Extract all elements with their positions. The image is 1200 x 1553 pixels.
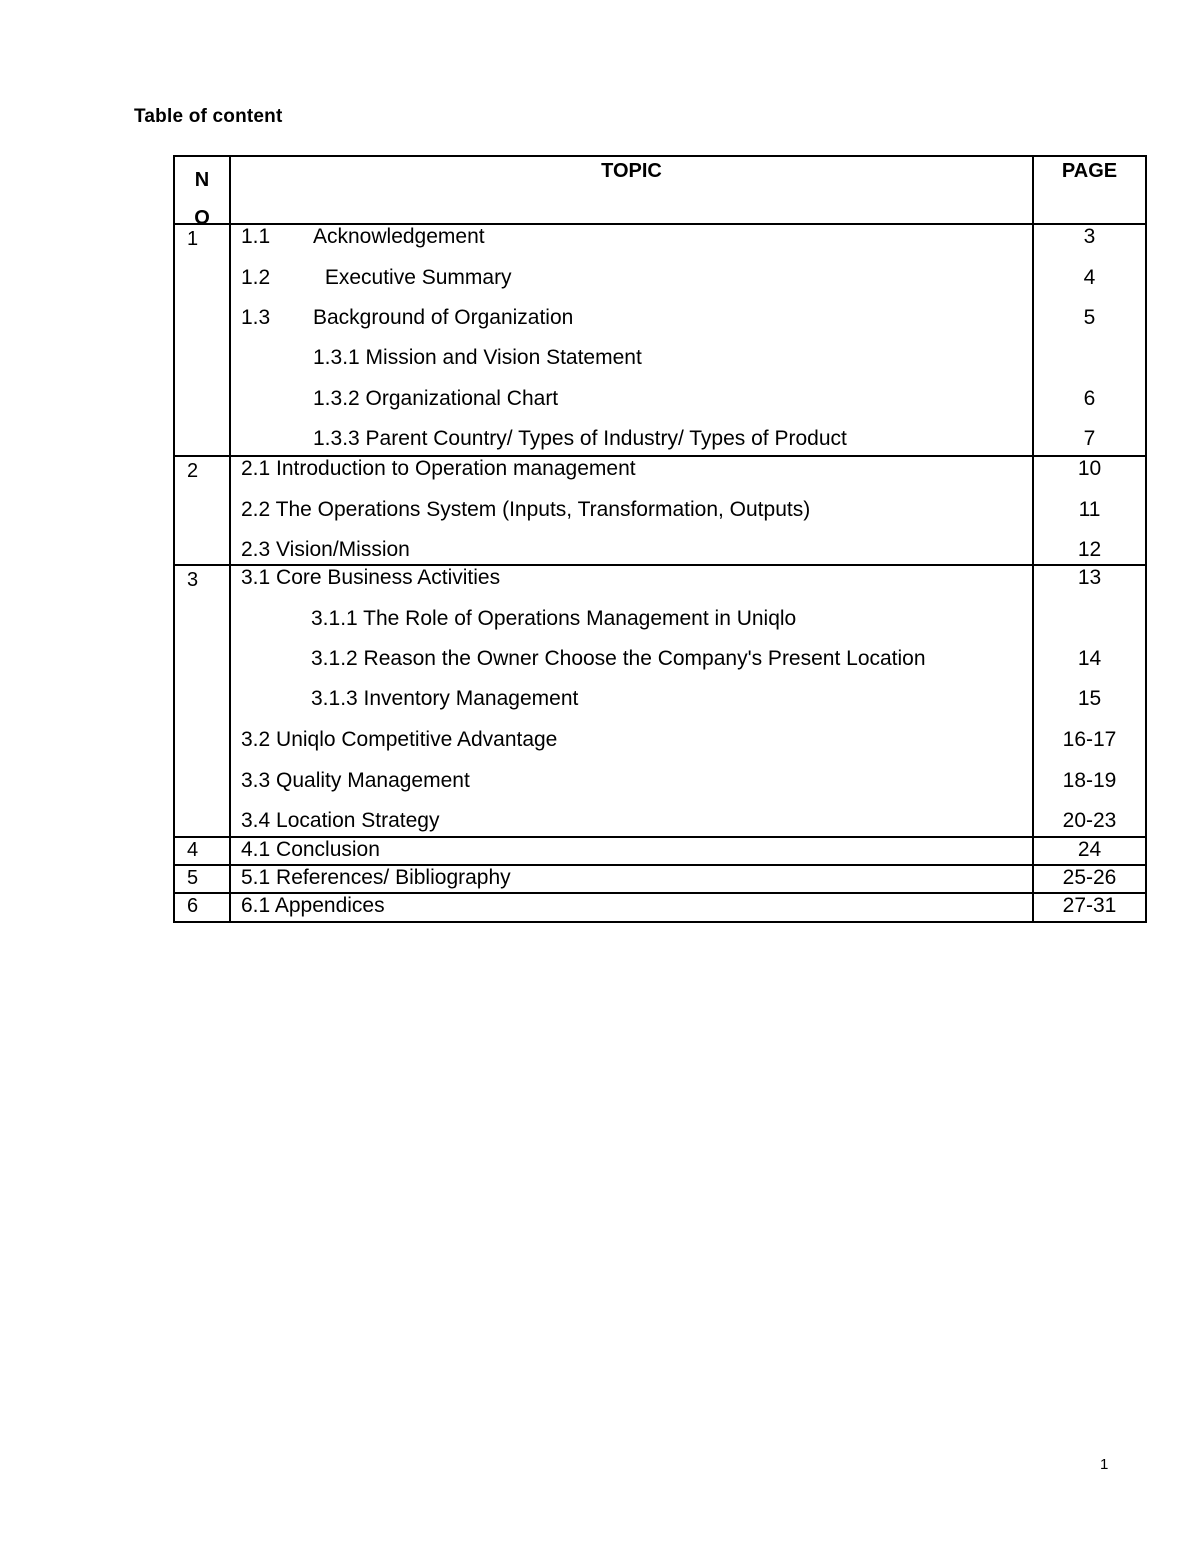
section-number: 1: [175, 225, 231, 455]
table-row: [231, 346, 1145, 387]
topic-text: Acknowledgement: [313, 225, 485, 248]
topic-cell: [231, 306, 1034, 346]
table-row: [231, 838, 1145, 864]
section-number: 3: [175, 566, 231, 836]
page-cell: 25-26: [1062, 866, 1117, 889]
header-page: PAGE: [1061, 160, 1118, 182]
topic-cell: 3.1.3 Inventory Management: [231, 687, 1034, 728]
section-number: 2: [175, 457, 231, 564]
topic-number: 1.3: [241, 306, 271, 330]
table-row: [231, 894, 1145, 921]
table-of-contents: [173, 155, 1147, 923]
topic-cell: 6.1 Appendices: [231, 894, 1034, 921]
page-cell: 7: [1083, 427, 1096, 451]
topic-cell: 1.3.2 Organizational Chart: [231, 387, 1034, 428]
topic-cell: 5.1 References/ Bibliography: [231, 866, 1034, 892]
topic-cell: 2.1 Introduction to Operation management: [231, 457, 1034, 498]
header-no-line2: O: [194, 207, 210, 229]
section-number: 5: [175, 866, 231, 892]
page-cell: 27-31: [1062, 894, 1117, 917]
table-row: [231, 769, 1145, 810]
topic-cell: [231, 225, 1034, 266]
topic-text: Background of Organization: [313, 306, 574, 330]
page-cell: 13: [1077, 566, 1102, 589]
topic-cell: 3.1 Core Business Activities: [231, 566, 1034, 607]
table-row: [231, 607, 1145, 648]
table-row: [231, 538, 1145, 564]
section-5: [175, 866, 1145, 894]
topic-number: 1.1: [241, 225, 271, 248]
table-header: [175, 157, 1145, 229]
page-cell: 20-23: [1062, 809, 1117, 833]
table-row: [231, 866, 1145, 892]
page-cell: 6: [1083, 386, 1096, 410]
page-cell: 11: [1078, 498, 1101, 521]
topic-cell: 2.3 Vision/Mission: [231, 538, 1034, 564]
page-title: Table of content: [134, 106, 283, 127]
page-cell: 14: [1077, 647, 1102, 671]
section-number: 6: [175, 894, 231, 921]
topic-cell: 3.2 Uniqlo Competitive Advantage: [231, 728, 1034, 769]
topic-cell: 3.1.1 The Role of Operations Management in Uniqlo: [231, 607, 1034, 648]
section-1: [175, 225, 1145, 457]
topic-cell: 3.3 Quality Management: [231, 769, 1034, 810]
table-row: [231, 427, 1145, 455]
topic-cell: 4.1 Conclusion: [231, 838, 1034, 864]
topic-cell: [231, 266, 1034, 307]
table-row: [231, 687, 1145, 728]
page-cell: 4: [1083, 265, 1096, 289]
page-cell: [1034, 346, 1145, 387]
topic-cell: 1.3.1 Mission and Vision Statement: [231, 346, 1034, 387]
page-cell: 12: [1077, 538, 1102, 561]
page-cell: 3: [1083, 225, 1096, 248]
page-cell: 5: [1083, 306, 1096, 330]
page-cell: 24: [1077, 838, 1102, 861]
table-row: [231, 566, 1145, 607]
section-2: [175, 457, 1145, 566]
topic-cell: 3.1.2 Reason the Owner Choose the Company's Present Location: [231, 647, 1034, 687]
section-4: [175, 838, 1145, 866]
table-row: [231, 728, 1145, 769]
topic-cell: 1.3.3 Parent Country/ Types of Industry/ Types of Product: [231, 427, 1034, 455]
topic-cell: 3.4 Location Strategy: [231, 809, 1034, 836]
table-row: [231, 457, 1145, 498]
page-cell: 15: [1077, 687, 1102, 711]
header-topic: TOPIC: [231, 157, 1034, 223]
table-row: [231, 266, 1145, 307]
table-row: [231, 498, 1145, 538]
page-cell: [1034, 607, 1145, 648]
header-no-line1: N: [194, 169, 210, 191]
section-6: [175, 894, 1145, 921]
topic-text: Executive Summary: [319, 265, 512, 289]
topic-number: 1.2: [241, 265, 271, 289]
topic-cell: 2.2 The Operations System (Inputs, Transformation, Outputs): [231, 498, 1034, 538]
table-row: [231, 809, 1145, 836]
section-number: 4: [175, 838, 231, 864]
table-row: [231, 387, 1145, 428]
page-cell: 18-19: [1062, 768, 1117, 792]
section-3: [175, 566, 1145, 838]
page-cell: 10: [1077, 457, 1102, 480]
header-no: [175, 157, 231, 229]
page-number: 1: [1100, 1456, 1109, 1473]
table-row: [231, 225, 1145, 266]
page-cell: 16-17: [1062, 727, 1117, 751]
table-row: [231, 647, 1145, 687]
table-row: [231, 306, 1145, 346]
